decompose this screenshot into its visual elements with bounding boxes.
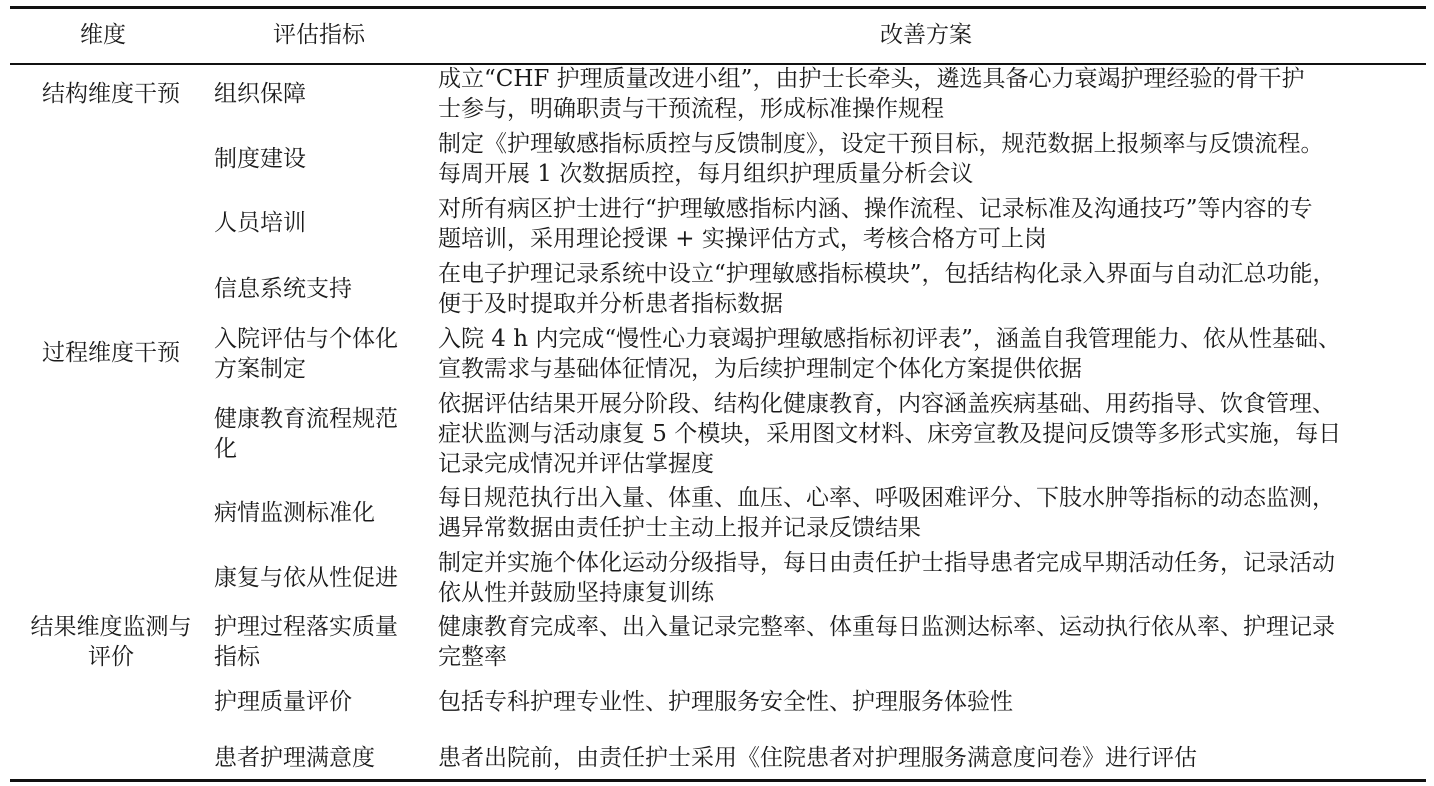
- plan-line: 包括专科护理专业性、护理服务安全性、护理服务体验性: [438, 689, 1013, 715]
- plan-cell: [438, 389, 1428, 479]
- plan-line: 每日规范执行出入量、体重、血压、心率、呼吸困难评分、下肢水肿等指标的动态监测，: [438, 485, 1335, 511]
- plan-cell: [438, 483, 1428, 543]
- group-label-line: 结构维度干预: [42, 81, 180, 107]
- group-process: [6, 338, 216, 368]
- indicator-cell: [214, 612, 436, 672]
- table-bottom-rule: [10, 779, 1426, 782]
- plan-line: 每周开展 1 次数据质控，每月组织护理质量分析会议: [438, 161, 974, 187]
- plan-line: 在电子护理记录系统中设立“护理敏感指标模块”，包括结构化录入界面与自动汇总功能，: [438, 261, 1336, 287]
- indicator-line: 组织保障: [214, 81, 306, 107]
- indicator-cell: [214, 324, 436, 384]
- indicator-line: 护理质量评价: [214, 689, 352, 715]
- indicator-line: 制度建设: [214, 146, 306, 172]
- indicator-line: 患者护理满意度: [214, 745, 375, 771]
- indicator-line: 病情监测标准化: [214, 500, 375, 526]
- plan-line: 制定《护理敏感指标质控与反馈制度》，设定干预目标，规范数据上报频率与反馈流程。: [438, 131, 1324, 157]
- group-label-line: 评价: [88, 644, 134, 670]
- indicator-cell: [214, 274, 436, 304]
- indicator-line: 信息系统支持: [214, 276, 352, 302]
- indicator-line: 人员培训: [214, 210, 306, 236]
- indicator-cell: [214, 743, 436, 773]
- indicator-line: 康复与依从性促进: [214, 565, 398, 591]
- indicator-cell: [214, 404, 436, 464]
- plan-cell: [438, 687, 1428, 717]
- group-label-line: 结果维度监测与: [30, 614, 192, 640]
- plan-line: 遇异常数据由责任护士主动上报并记录反馈结果: [438, 515, 921, 541]
- plan-cell: [438, 64, 1428, 124]
- plan-line: 入院 4 h 内完成“慢性心力衰竭护理敏感指标初评表”，涵盖自我管理能力、依从性基础、: [438, 326, 1341, 352]
- plan-line: 记录完成情况并评估掌握度: [438, 451, 714, 477]
- plan-line: 完整率: [438, 644, 507, 670]
- indicator-line: 指标: [214, 644, 260, 670]
- indicator-cell: [214, 498, 436, 528]
- group-outcome: [6, 612, 216, 672]
- plan-cell: [438, 743, 1428, 773]
- indicator-line: 方案制定: [214, 356, 306, 382]
- plan-cell: [438, 324, 1428, 384]
- plan-line: 士参与，明确职责与干预流程，形成标准操作规程: [438, 96, 944, 122]
- plan-cell: [438, 612, 1428, 672]
- indicator-cell: [214, 687, 436, 717]
- group-label-line: 过程维度干预: [42, 340, 180, 366]
- plan-cell: [438, 259, 1428, 319]
- indicator-line: 化: [214, 436, 237, 462]
- plan-line: 宣教需求与基础体征情况，为后续护理制定个体化方案提供依据: [438, 356, 1082, 382]
- plan-line: 便于及时提取并分析患者指标数据: [438, 291, 783, 317]
- plan-line: 成立“CHF 护理质量改进小组”，由护士长牵头，遴选具备心力衰竭护理经验的骨干护: [438, 66, 1305, 92]
- indicator-cell: [214, 79, 436, 109]
- indicator-cell: [214, 144, 436, 174]
- indicator-cell: [214, 563, 436, 593]
- plan-line: 依从性并鼓励坚持康复训练: [438, 580, 714, 606]
- indicator-cell: [214, 208, 436, 238]
- plan-line: 题培训，采用理论授课 + 实操评估方式，考核合格方可上岗: [438, 226, 1047, 252]
- indicator-line: 健康教育流程规范: [214, 406, 398, 432]
- plan-line: 对所有病区护士进行“护理敏感指标内涵、操作流程、记录标准及沟通技巧”等内容的专: [438, 196, 1313, 222]
- plan-line: 患者出院前，由责任护士采用《住院患者对护理服务满意度问卷》进行评估: [438, 745, 1197, 771]
- plan-line: 症状监测与活动康复 5 个模块，采用图文材料、床旁宣教及提问反馈等多形式实施，每日: [438, 421, 1342, 447]
- header-dimension: 维度: [80, 22, 126, 48]
- header-indicator: 评估指标: [273, 22, 365, 48]
- group-structure: [6, 79, 216, 109]
- plan-line: 健康教育完成率、出入量记录完整率、体重每日监测达标率、运动执行依从率、护理记录: [438, 614, 1335, 640]
- plan-line: 依据评估结果开展分阶段、结构化健康教育，内容涵盖疾病基础、用药指导、饮食管理、: [438, 391, 1335, 417]
- plan-cell: [438, 129, 1428, 189]
- plan-cell: [438, 548, 1428, 608]
- indicator-line: 护理过程落实质量: [214, 614, 398, 640]
- indicator-line: 入院评估与个体化: [214, 326, 398, 352]
- table-top-rule: [10, 6, 1426, 9]
- plan-cell: [438, 194, 1428, 254]
- header-plan: 改善方案: [880, 22, 972, 48]
- plan-line: 制定并实施个体化运动分级指导，每日由责任护士指导患者完成早期活动任务，记录活动: [438, 550, 1335, 576]
